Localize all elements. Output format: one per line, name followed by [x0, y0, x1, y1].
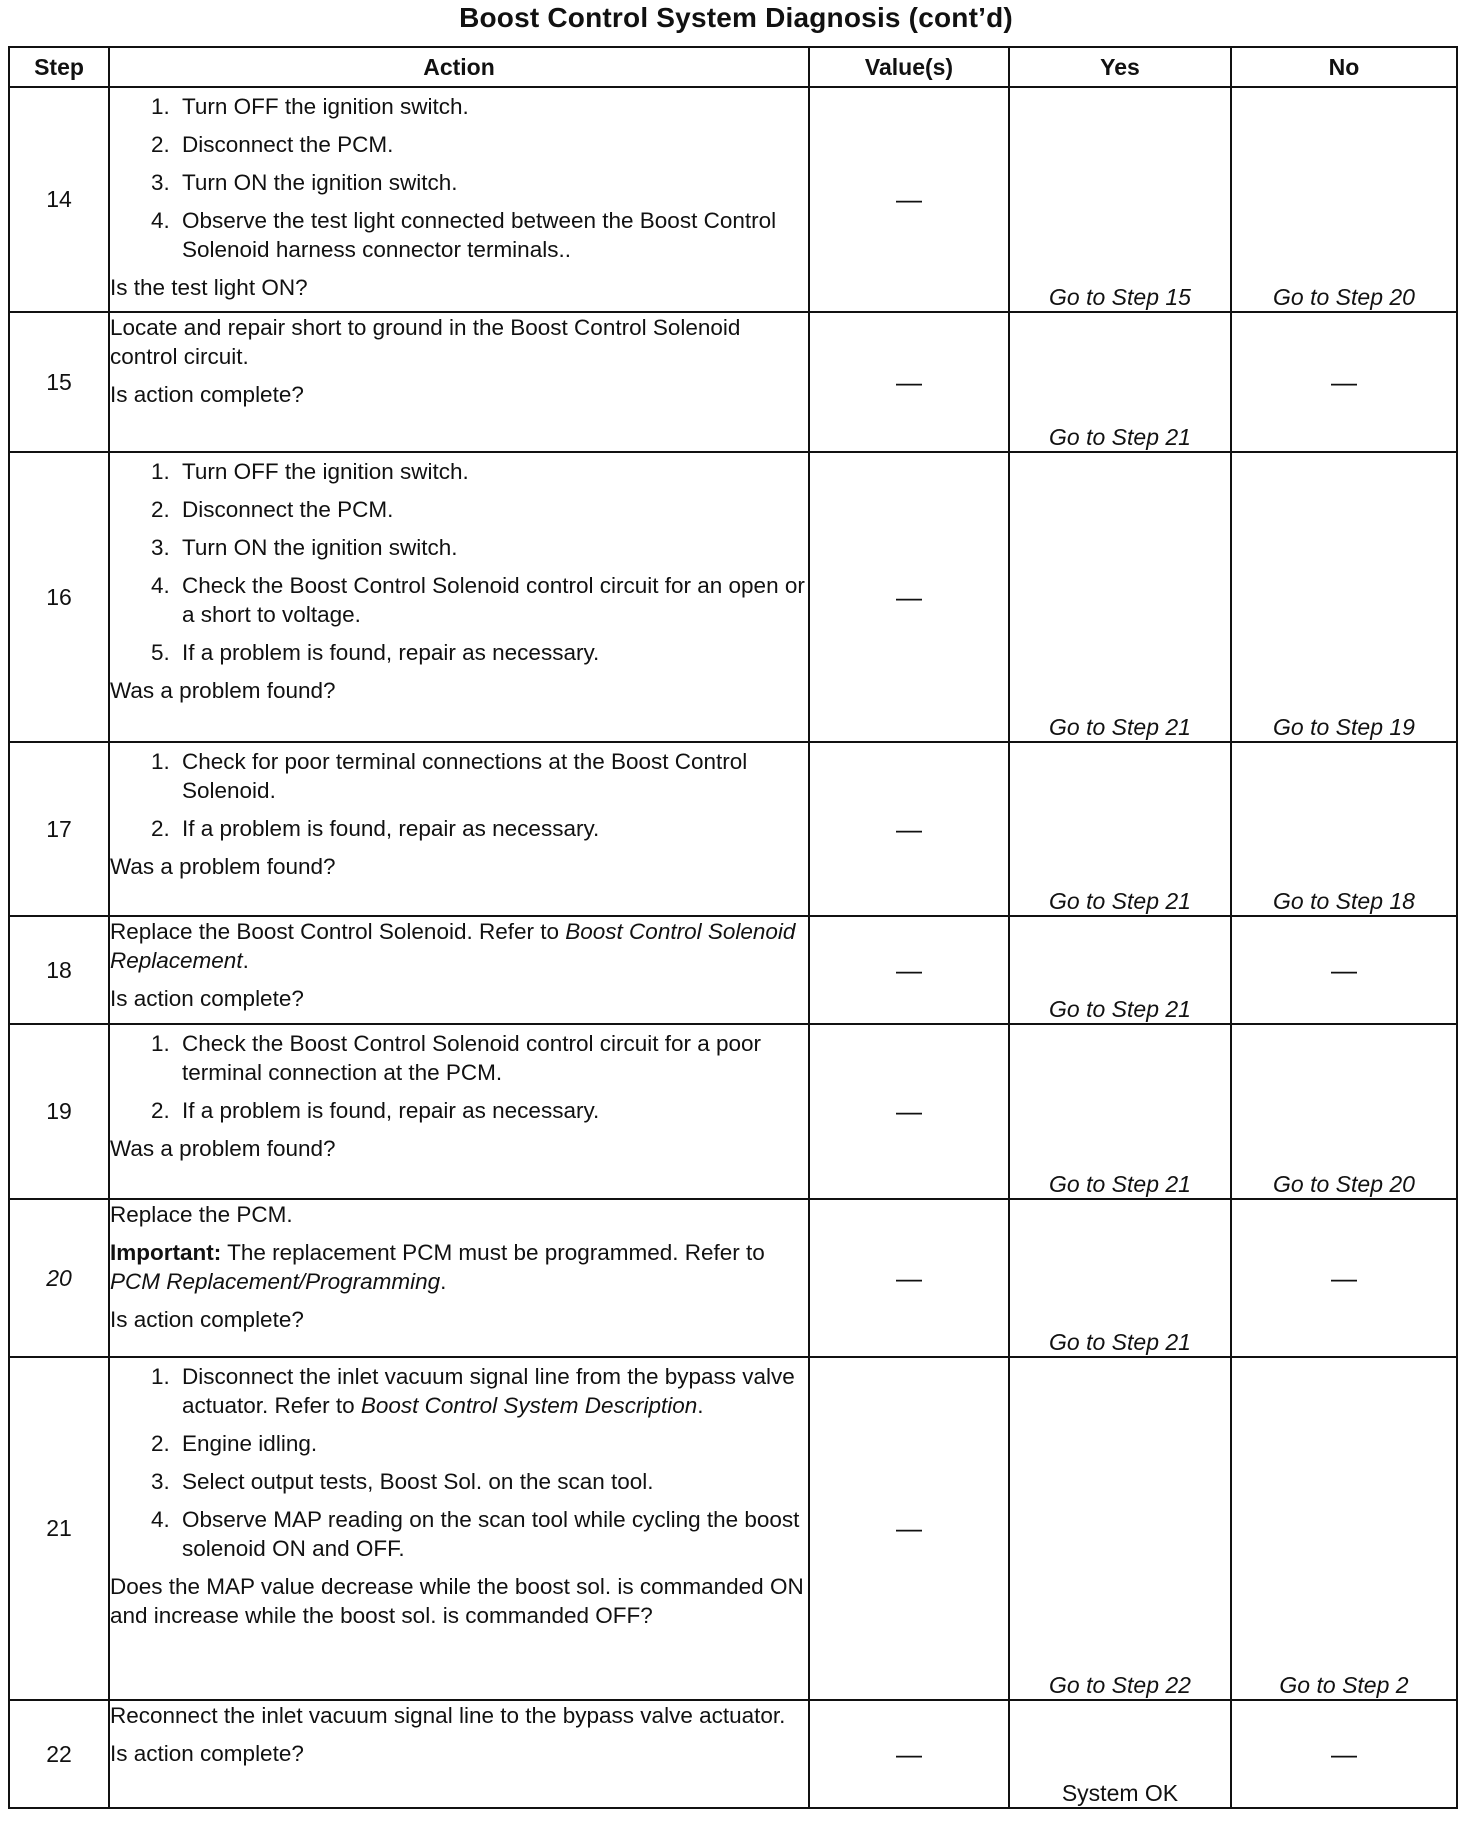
action-step: 1. Check the Boost Control Solenoid control circuit for a poor terminal connection at the PCM. — [176, 1029, 808, 1087]
action-step: 1. Turn OFF the ignition switch. — [176, 457, 808, 486]
action-question: Does the MAP value decrease while the boost sol. is commanded ON and increase while the boost sol. is commanded OFF? — [110, 1574, 804, 1628]
action-step: 3. Select output tests, Boost Sol. on the scan tool. — [176, 1467, 808, 1496]
action-steps — [110, 1362, 808, 1572]
action-step-prefix: Disconnect the inlet vacuum signal line from the bypass valve actuator. Refer to — [182, 1364, 795, 1418]
header-action: Action — [109, 47, 809, 87]
table-row — [9, 312, 1457, 452]
yes-cell: Go to Step 22 — [1009, 1357, 1231, 1700]
no-cell: — — [1231, 1199, 1457, 1357]
important-label: Important: — [110, 1240, 222, 1265]
action-step: 4. Observe the test light connected between the Boost Control Solenoid harness connector terminals.. — [176, 206, 808, 264]
action-step: 2. Disconnect the PCM. — [176, 130, 808, 159]
action-step: 2. If a problem is found, repair as necessary. — [176, 814, 808, 843]
no-cell: — — [1231, 1700, 1457, 1808]
action-question: Is action complete? — [110, 382, 304, 407]
step-number: 17 — [9, 742, 109, 916]
header-yes: Yes — [1009, 47, 1231, 87]
action-steps — [110, 747, 808, 852]
table-row — [9, 1700, 1457, 1808]
action-question: Is action complete? — [110, 986, 304, 1011]
step-number: 19 — [9, 1024, 109, 1199]
reference-link: Boost Control System Description — [360, 1393, 698, 1418]
action-text: Locate and repair short to ground in the Boost Control Solenoid control circuit. — [110, 315, 741, 369]
action-cell — [109, 742, 809, 916]
value-cell: — — [809, 312, 1009, 452]
header-no: No — [1231, 47, 1457, 87]
table-row — [9, 916, 1457, 1024]
important-note — [110, 1238, 808, 1296]
no-cell: Go to Step 2 — [1231, 1357, 1457, 1700]
action-step: 2. If a problem is found, repair as necessary. — [176, 1096, 808, 1125]
action-steps — [110, 1029, 808, 1134]
step-number: 15 — [9, 312, 109, 452]
value-cell: — — [809, 1199, 1009, 1357]
table-row — [9, 742, 1457, 916]
action-step: 1. Check for poor terminal connections at the Boost Control Solenoid. — [176, 747, 808, 805]
yes-cell: Go to Step 21 — [1009, 452, 1231, 742]
no-cell: — — [1231, 916, 1457, 1024]
table-row — [9, 452, 1457, 742]
yes-cell: Go to Step 21 — [1009, 312, 1231, 452]
action-question: Is action complete? — [110, 1741, 304, 1766]
step-number: 18 — [9, 916, 109, 1024]
value-cell: — — [809, 916, 1009, 1024]
action-question: Is action complete? — [110, 1307, 304, 1332]
no-cell: Go to Step 19 — [1231, 452, 1457, 742]
header-values: Value(s) — [809, 47, 1009, 87]
value-cell: — — [809, 1700, 1009, 1808]
action-steps — [110, 457, 808, 676]
action-cell — [109, 1199, 809, 1357]
action-step: 4. Check the Boost Control Solenoid control circuit for an open or a short to voltage. — [176, 571, 808, 629]
action-question: Was a problem found? — [110, 678, 336, 703]
value-cell: — — [809, 1357, 1009, 1700]
step-number: 21 — [9, 1357, 109, 1700]
yes-cell: Go to Step 15 — [1009, 87, 1231, 312]
no-cell: Go to Step 20 — [1231, 1024, 1457, 1199]
yes-cell: Go to Step 21 — [1009, 1199, 1231, 1357]
action-step: 2. Engine idling. — [176, 1429, 808, 1458]
step-number: 14 — [9, 87, 109, 312]
action-text: Replace the PCM. — [110, 1202, 293, 1227]
no-cell: Go to Step 18 — [1231, 742, 1457, 916]
header-step: Step — [9, 47, 109, 87]
yes-cell: Go to Step 21 — [1009, 1024, 1231, 1199]
reference-link: PCM Replacement/Programming — [110, 1269, 441, 1294]
table-row — [9, 1024, 1457, 1199]
action-step — [176, 1362, 808, 1420]
action-step: 4. Observe MAP reading on the scan tool while cycling the boost solenoid ON and OFF. — [176, 1505, 808, 1563]
value-cell: — — [809, 452, 1009, 742]
action-question: Is the test light ON? — [110, 275, 308, 300]
diagnosis-table — [8, 46, 1458, 1809]
value-cell: — — [809, 742, 1009, 916]
important-suffix: . — [440, 1269, 447, 1294]
step-number: 20 — [9, 1199, 109, 1357]
table-row — [9, 87, 1457, 312]
page-title: Boost Control System Diagnosis (cont’d) — [459, 2, 1013, 33]
reference-link: Boost Control Solenoid Replacement — [110, 919, 796, 973]
action-text — [110, 917, 808, 975]
action-cell — [109, 1357, 809, 1700]
action-cell — [109, 1024, 809, 1199]
action-steps — [110, 92, 808, 273]
value-cell: — — [809, 87, 1009, 312]
table-row — [9, 1199, 1457, 1357]
action-cell — [109, 87, 809, 312]
yes-cell: System OK — [1009, 1700, 1231, 1808]
action-text: Reconnect the inlet vacuum signal line to the bypass valve actuator. — [110, 1703, 786, 1728]
action-step: 1. Turn OFF the ignition switch. — [176, 92, 808, 121]
action-question: Was a problem found? — [110, 854, 336, 879]
no-cell: — — [1231, 312, 1457, 452]
no-cell: Go to Step 20 — [1231, 87, 1457, 312]
action-text-suffix: . — [242, 948, 249, 973]
header-row — [9, 47, 1457, 87]
important-text: The replacement PCM must be programmed. Refer to — [221, 1240, 765, 1265]
step-number: 22 — [9, 1700, 109, 1808]
action-cell — [109, 312, 809, 452]
action-text-prefix: Replace the Boost Control Solenoid. Refer to — [110, 919, 566, 944]
step-number: 16 — [9, 452, 109, 742]
table-row — [9, 1357, 1457, 1700]
action-cell — [109, 452, 809, 742]
action-question: Was a problem found? — [110, 1136, 336, 1161]
action-step: 3. Turn ON the ignition switch. — [176, 168, 808, 197]
action-cell — [109, 1700, 809, 1808]
action-step: 5. If a problem is found, repair as necessary. — [176, 638, 808, 667]
yes-cell: Go to Step 21 — [1009, 742, 1231, 916]
value-cell: — — [809, 1024, 1009, 1199]
action-step: 3. Turn ON the ignition switch. — [176, 533, 808, 562]
action-cell — [109, 916, 809, 1024]
action-step-suffix: . — [697, 1393, 704, 1418]
yes-cell: Go to Step 21 — [1009, 916, 1231, 1024]
action-step: 2. Disconnect the PCM. — [176, 495, 808, 524]
